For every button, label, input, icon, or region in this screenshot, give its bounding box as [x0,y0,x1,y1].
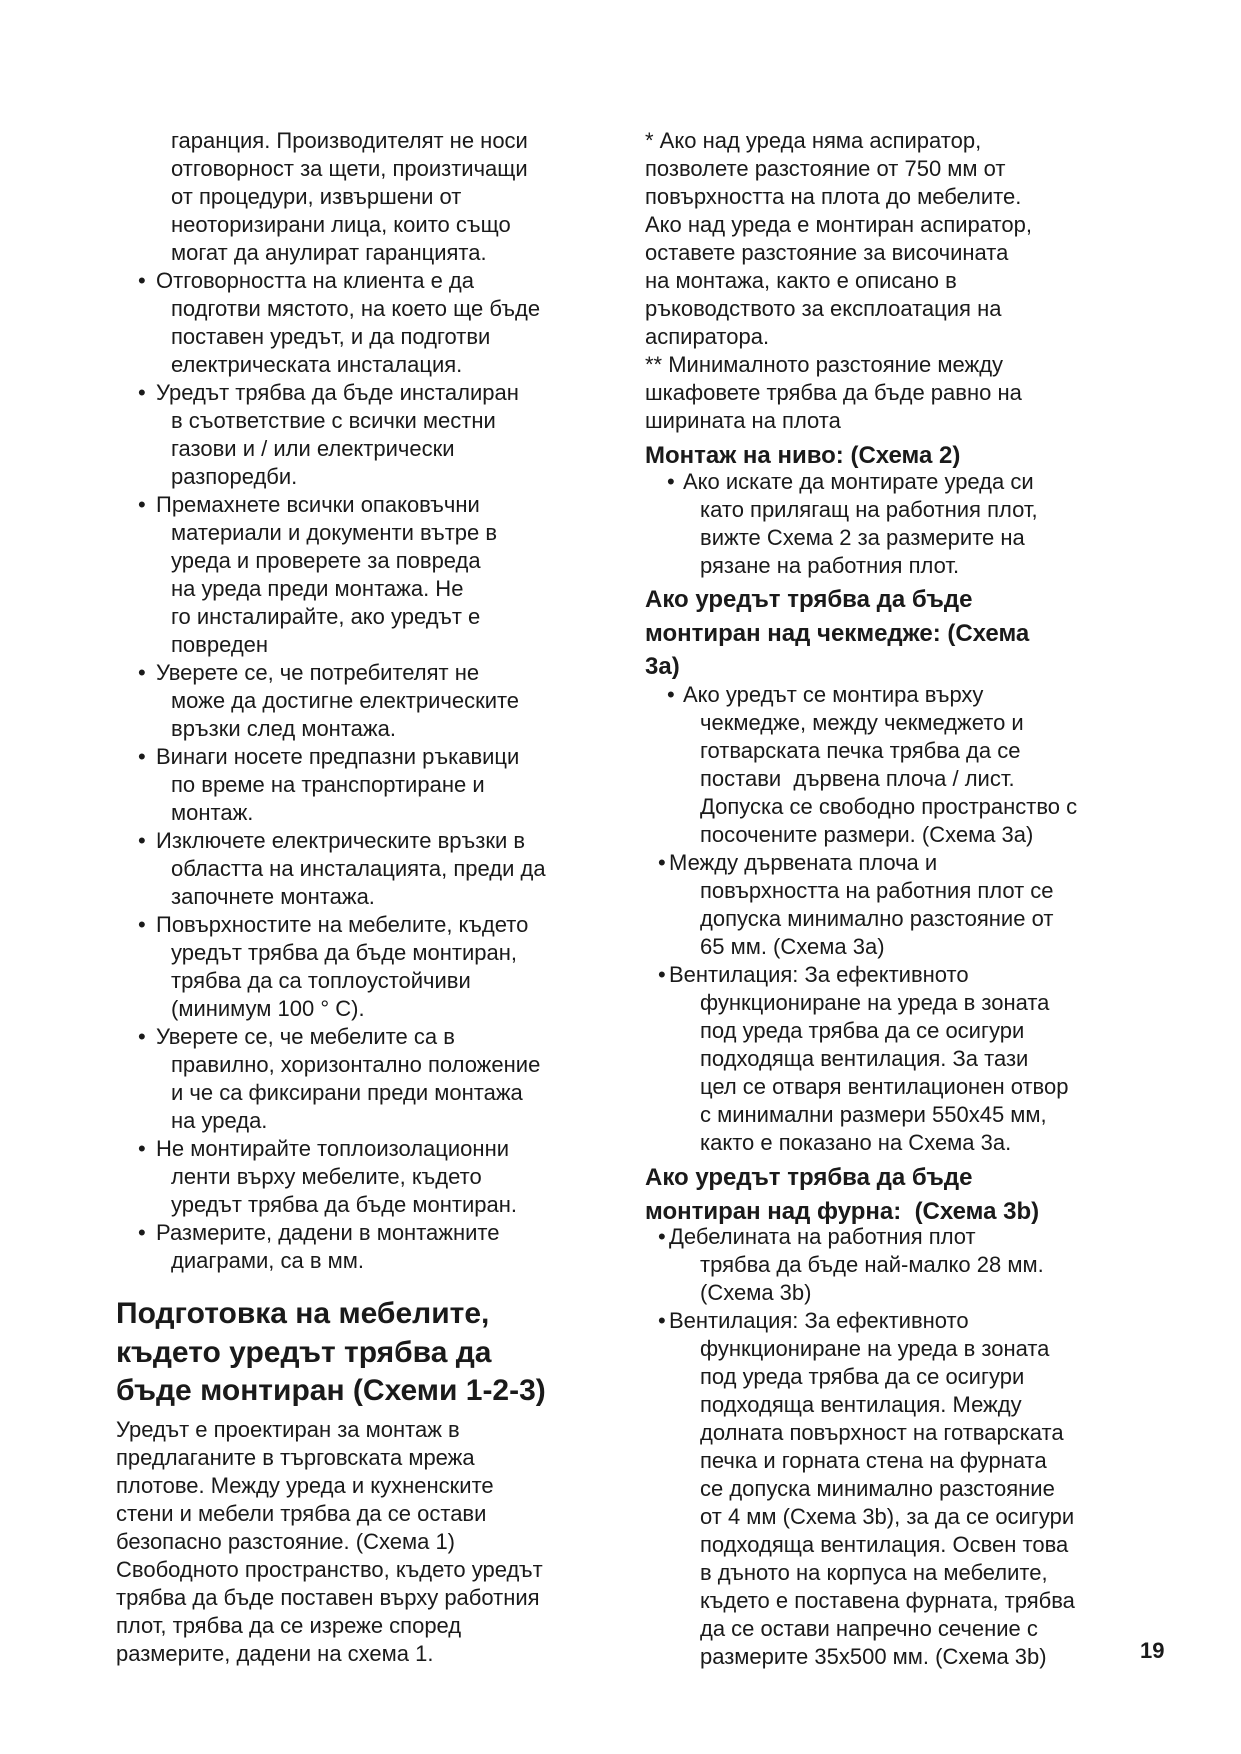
bullet-icon: • [658,1308,666,1333]
section-body-paragraph [116,1416,543,1668]
bullet-text-line: подходяща вентилация. За тази [700,1046,1029,1071]
bullet-text-line: правилно, хоризонтално положение [171,1052,541,1077]
text-line: оставете разстояние за височината [645,240,1009,265]
bullet-text: Уверете се, че потребителят не [156,660,480,685]
oven-mount-bullets [658,1223,1075,1671]
bullet-item [138,267,546,379]
text-line: Уредът е проектиран за монтаж в [116,1417,460,1442]
text-line: Подготовка на мебелите, [116,1297,490,1330]
page-number: 19 [1140,1638,1165,1663]
bullet-text-line: поставен уредът, и да подготви [171,324,491,349]
bullet-item [138,1219,546,1275]
bullet-icon: • [138,1220,146,1245]
bullet-text-line: връзки след монтажа. [171,716,396,741]
bullet-item [658,849,1077,961]
bullet-icon: • [658,962,666,987]
text-line: от процедури, извършени от [171,184,462,209]
bullet-text-line: разпоредби. [171,464,298,489]
bullet-text-line: трябва да бъде най-малко 28 мм. [700,1252,1044,1277]
bullet-text-line: трябва да са топлоустойчиви [171,968,471,993]
bullet-text-line: функциониране на уреда в зоната [700,1336,1050,1361]
text-line: отговорност за щети, произтичащи [171,156,528,181]
text-line: 3a) [645,653,680,680]
bullet-text-line: печка и горната стена на фурната [700,1448,1047,1473]
level-mount-heading [645,441,960,471]
bullet-text-line: на уреда. [171,1108,268,1133]
text-line: трябва да бъде поставен върху работния [116,1585,540,1610]
bullet-text-line: материали и документи вътре в [171,520,498,545]
bullet-item [138,1023,546,1135]
text-line: гаранция. Производителят не носи [171,128,528,153]
bullet-text: Вентилация: За ефективното [669,1308,969,1333]
bullet-text-line: под уреда трябва да се осигури [700,1018,1025,1043]
text-line: монтиран над чекмедже: (Схема [645,619,1030,647]
bullet-icon: • [667,469,675,494]
bullet-icon: • [138,744,146,769]
text-line: повърхността на плота до мебелите. [645,184,1022,209]
bullet-item [658,961,1077,1157]
bullet-text-line: като прилягащ на работния плот, [700,497,1038,522]
bullet-text-line: монтаж. [171,800,254,825]
text-line: Свободното пространство, където уредът [116,1557,543,1582]
text-line: плотове. Между уреда и кухненските [116,1473,494,1498]
bullet-text: Между дървената плоча и [669,850,938,875]
bullet-text-line: повърхността на работния плот се [700,878,1054,903]
left-intro-paragraph [171,127,528,267]
text-line: размерите, дадени на схема 1. [116,1641,434,1666]
bullet-text: Повърхностите на мебелите, където [156,912,529,937]
text-line: аспиратора. [645,324,770,349]
bullet-text-line: чекмедже, между чекмеджето и [700,710,1024,735]
bullet-item [138,1135,546,1219]
bullet-text: Ако искате да монтирате уреда си [683,469,1034,494]
right-notes-paragraph [645,127,1032,435]
bullet-icon: • [667,682,675,707]
bullet-text-line: по време на транспортиране и [171,772,485,797]
bullet-icon: • [138,268,146,293]
bullet-text-line: функциониране на уреда в зоната [700,990,1050,1015]
text-line: безопасно разстояние. (Схема 1) [116,1529,456,1554]
bullet-text-line: газови и / или електрически [171,436,455,461]
text-line: шкафовете трябва да бъде равно на [645,380,1022,405]
bullet-item [658,1223,1075,1307]
bullet-text: Ако уредът се монтира върху [683,682,984,707]
bullet-text: Премахнете всички опаковъчни [156,492,480,517]
text-line: монтиран над фурна: (Схема 3b) [645,1197,1040,1225]
bullet-text-line: електрическата инсталация. [171,352,463,377]
level-mount-bullets [667,468,1038,580]
bullet-icon: • [658,1224,666,1249]
bullet-text-line: повреден [171,632,269,657]
bullet-text: Отговорността на клиента е да [156,268,474,293]
bullet-text-line: областта на инсталацията, преди да [171,856,546,881]
section-heading [116,1295,546,1411]
text-line: ** Минималното разстояние между [645,352,1004,377]
bullet-text-line: в дъното на корпуса на мебелите, [700,1560,1048,1585]
bullet-text-line: долната повърхност на готварската [700,1420,1064,1445]
bullet-text-line: Допуска се свободно пространство с [700,794,1078,819]
bullet-item [138,379,546,491]
bullet-icon: • [138,660,146,685]
bullet-text: Дебелината на работния плот [669,1224,976,1249]
bullet-text-line: го инсталирайте, ако уредът е [171,604,481,629]
bullet-text: Вентилация: За ефективното [669,962,969,987]
bullet-text-line: допуска минимално разстояние от [700,906,1054,931]
oven-mount-heading [645,1161,1039,1228]
bullet-text-line: се допуска минимално разстояние [700,1476,1055,1501]
bullet-text-line: с минимални размери 550x45 мм, [700,1102,1047,1127]
bullet-text-line: вижте Схема 2 за размерите на [700,525,1025,550]
bullet-icon: • [658,850,666,875]
bullet-item [658,681,1077,849]
bullet-item [138,827,546,911]
heading-line: Монтаж на ниво: (Схема 2) [645,442,961,469]
bullet-text-line: където е поставена фурната, трябва [700,1588,1075,1613]
bullet-text-line: уредът трябва да бъде монтиран. [171,1192,517,1217]
bullet-item [138,911,546,1023]
bullet-text-line: подходяща вентилация. Освен това [700,1532,1069,1557]
bullet-text-line: диаграми, са в мм. [171,1248,365,1273]
text-line: бъде монтиран (Схеми 1-2-3) [116,1374,546,1407]
drawer-mount-bullets [658,681,1077,1157]
bullet-item [658,1307,1075,1671]
bullet-text-line: от 4 мм (Схема 3b), за да се осигури [700,1504,1075,1529]
text-line: Ако уредът трябва да бъде [645,586,973,613]
text-line: ръководството за експлоатация на [645,296,1002,321]
bullet-text-line: 65 мм. (Схема 3a) [700,934,885,959]
bullet-text: Уверете се, че мебелите са в [156,1024,455,1049]
bullet-text: Винаги носете предпазни ръкавици [156,744,520,769]
bullet-text-line: може да достигне електрическите [171,688,520,713]
text-line: неоторизирани лица, които също [171,212,511,237]
bullet-text-line: (Схема 3b) [700,1280,812,1305]
bullet-text-line: уреда и проверете за повреда [171,548,481,573]
bullet-icon: • [138,912,146,937]
bullet-item [138,659,546,743]
text-line: плот, трябва да се изреже според [116,1613,462,1638]
bullet-icon: • [138,1136,146,1161]
bullet-text-line: на уреда преди монтажа. Не [171,576,464,601]
bullet-text-line: в съответствие с всички местни [171,408,496,433]
bullet-icon: • [138,492,146,517]
bullet-text: Уредът трябва да бъде инсталиран [156,380,519,405]
left-bullet-list [138,267,546,1275]
bullet-text-line: както е показано на Схема 3a. [700,1130,1012,1155]
text-line: * Ако над уреда няма аспиратор, [645,128,982,153]
text-line: позволете разстояние от 750 мм от [645,156,1006,181]
bullet-text: Размерите, дадени в монтажните [156,1220,500,1245]
text-line: Ако над уреда е монтиран аспиратор, [645,212,1032,237]
bullet-icon: • [138,828,146,853]
bullet-text-line: ленти върху мебелите, където [171,1164,482,1189]
bullet-text-line: рязане на работния плот. [700,553,960,578]
text-line: стени и мебели трябва да се остави [116,1501,487,1526]
text-line: ширината на плота [645,408,841,433]
bullet-text-line: готварската печка трябва да се [700,738,1021,763]
bullet-text-line: подготви мястото, на което ще бъде [171,296,541,321]
bullet-text-line: уредът трябва да бъде монтиран, [171,940,517,965]
bullet-item [667,468,1038,580]
bullet-text-line: да се остави напречно сечение с [700,1616,1038,1641]
bullet-text-line: постави дървена плоча / лист. [700,766,1015,791]
bullet-text-line: под уреда трябва да се осигури [700,1364,1025,1389]
bullet-text-line: (минимум 100 ° C). [171,996,365,1021]
text-line: могат да анулират гаранцията. [171,240,487,265]
bullet-text-line: подходяща вентилация. Между [700,1392,1022,1417]
text-line: където уредът трябва да [116,1335,492,1369]
drawer-mount-heading [645,583,1029,684]
bullet-text-line: и че са фиксирани преди монтажа [171,1080,523,1105]
bullet-text: Изключете електрическите връзки в [156,828,526,853]
bullet-text-line: размерите 35x500 мм. (Схема 3b) [700,1644,1047,1669]
bullet-icon: • [138,1024,146,1049]
bullet-text-line: започнете монтажа. [171,884,375,909]
bullet-text-line: цел се отваря вентилационен отвор [700,1074,1069,1099]
bullet-text: Не монтирайте топлоизолационни [156,1136,510,1161]
bullet-text-line: посочените размери. (Схема 3a) [700,822,1034,847]
bullet-icon: • [138,380,146,405]
text-line: на монтажа, както е описано в [645,268,957,293]
bullet-item [138,491,546,659]
text-line: предлаганите в търговската мрежа [116,1445,475,1470]
text-line: Ако уредът трябва да бъде [645,1164,973,1191]
bullet-item [138,743,546,827]
